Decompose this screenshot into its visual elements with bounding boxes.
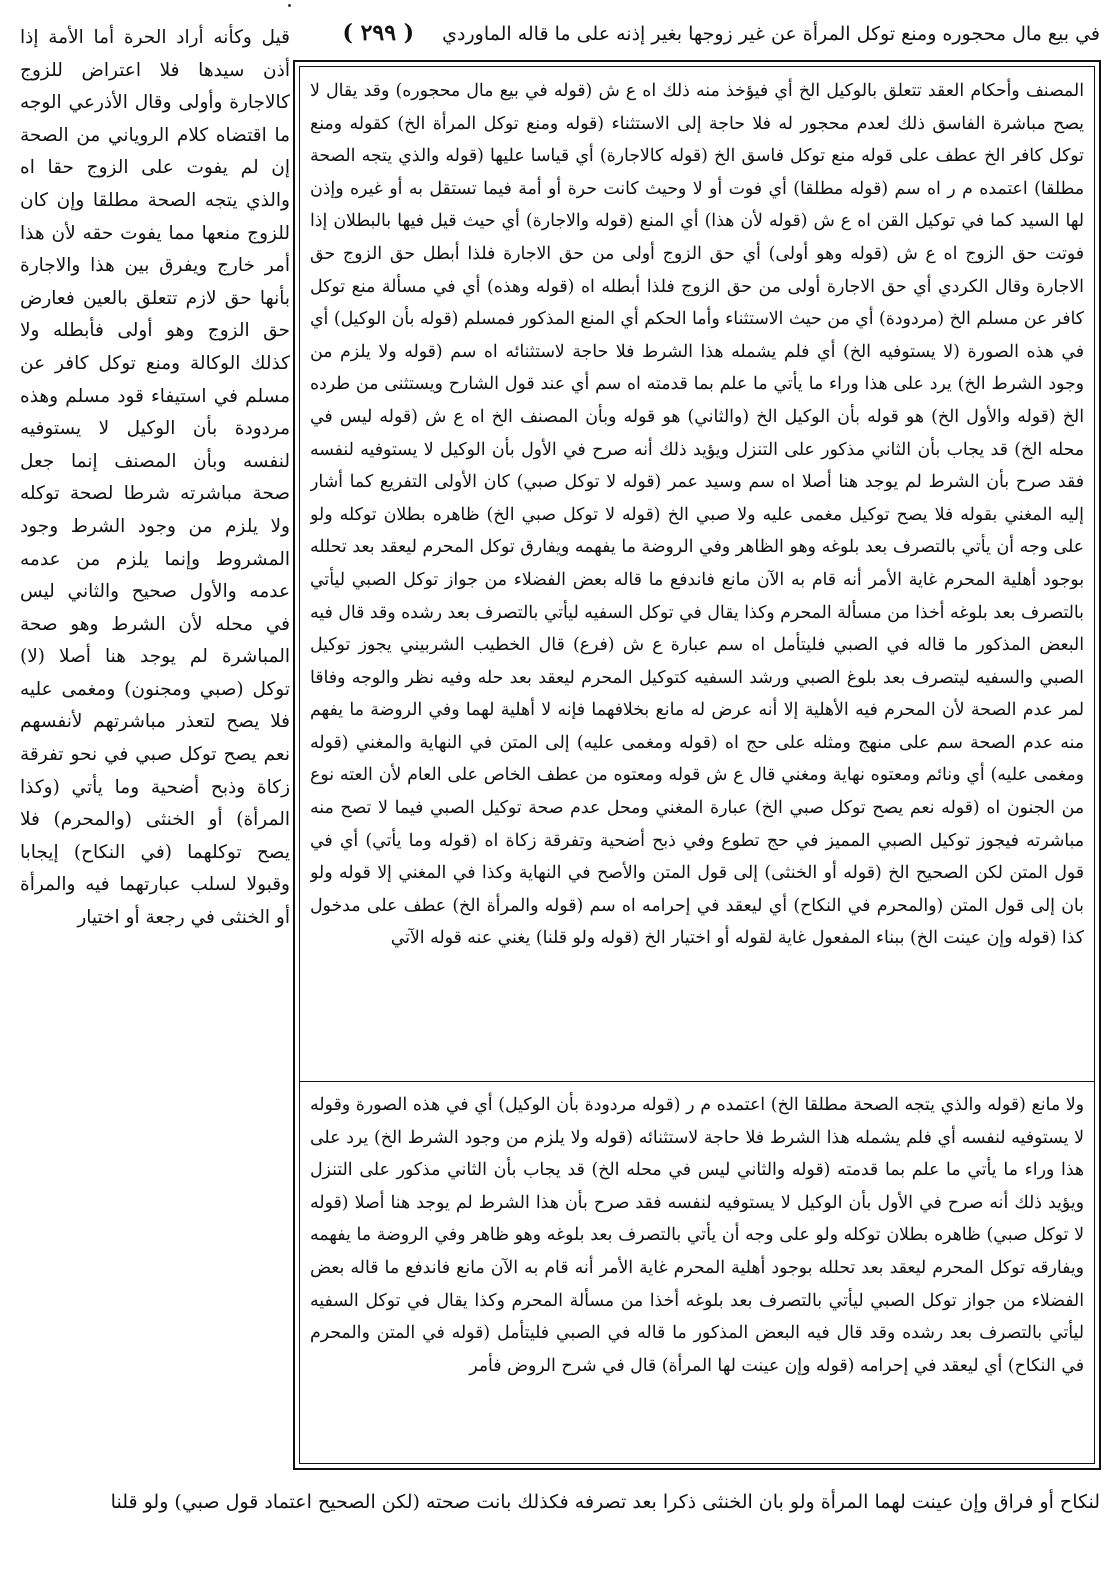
margin-text: قيل وكأنه أراد الحرة أما الأمة إذا أذن سيدها فلا اعتراض للزوج كالاجارة وأولى وقال الأذرعي الوجه ما اقتضاه كلام الروياني من الصحة إن لم يفوت على الزوج حقا اه والذي يتجه الصحة مطلقا وإن كان للزوج منعها مما يفوت حقه لأن هذا أمر خارج ويفرق بين هذا والاجارة بأنها حق لازم تتعلق بالعين فعارض حق الزوج وهو أولى فأبطله ولا كذلك الوكالة ومنع توكل كافر عن مسلم في استيفاء قود مسلم وهذه مردودة بأن الوكيل لا يستوفيه لنفسه وبأن المصنف إنما جعل صحة مباشرته شرطا لصحة توكله ولا يلزم من وجود الشرط وجود المشروط وإنما يلزم من عدمه عدمه والأول صحيح والثاني ليس في محله لأن الشرط وهو صحة المباشرة لم يوجد هنا أصلا (لا) توكل (صبي ومجنون) ومغمى عليه فلا يصح لتعذر مباشرتهم لأنفسهم نعم يصح توكل صبي في نحو تفرقة زكاة وذبح أضحية وما يأتي (وكذا المرأة) أو الخنثى (والمحرم) فلا يصح توكلهما (في النكاح) إيجابا وقبولا لسلب عبارتهما فيه والمرأة أو الخنثى في رجعة أو اختيار	[20, 27, 290, 929]
page-number: ( ٢٩٩ )	[342, 20, 415, 46]
page-title: في بيع مال محجوره ومنع توكل المرأة عن غير زوجها بغير إذنه على ما قاله الماوردي	[442, 23, 1100, 45]
commentary-upper-text: المصنف وأحكام العقد تتعلق بالوكيل الخ أي فيؤخذ منه ذلك اه ع ش (قوله في بيع مال محجوره) وقد يقال لا يصح مباشرة الفاسق ذلك لعدم محجور له فلا حاجة إلى الاستثناء (قوله ومنع توكل المرأة الخ) كقوله ومنع توكل كافر الخ عطف على قوله منع توكل فاسق الخ (قوله كالاجارة) أي قياسا عليها (قوله والذي يتجه الصحة مطلقا) اعتمده م ر اه سم (قوله مطلقا) أي فوت أو لا وحيث كانت حرة أو أمة فيما تستقل به أو غيره وإذن لها السيد كما في توكيل القن اه ع ش (قوله لأن هذا) أي المنع (قوله والاجارة) أي حيث قيل فيها بالبطلان إذا فوتت حق الزوج اه ع ش (قوله وهو أولى) أي حق الزوج أولى من حق الاجارة فلذا أبطل حق الزوج حق الاجارة وقال الكردي أي حق الاجارة أولى من حق الزوج فلذا أبطله اه (قوله وهذه) أي في مسألة منع توكل كافر عن مسلم الخ (مردودة) أي من حيث الاستثناء وأما الحكم أي المنع المذكور فمسلم (قوله بأن الوكيل) أي في هذه الصورة (لا يستوفيه الخ) أي فلم يشمله هذا الشرط فلا حاجة لاستثنائه اه سم (قوله ولا يلزم من وجود الشرط الخ) يرد على هذا وراء ما يأتي ما علم بما قدمته اه سم أي عند قول الشارح ويستثنى من طرده الخ (قوله والأول الخ) هو قوله بأن الوكيل الخ (والثاني) هو قوله وبأن المصنف الخ اه ع ش (قوله ليس في محله الخ) قد يجاب بأن الثاني مذكور على التنزل ويؤيد ذلك أنه صرح في الأول بأن الوكيل لا يستوفيه لنفسه فقد صرح بأن الشرط لم يوجد هنا أصلا اه سم وسيد عمر (قوله لا توكل صبي) كان الأولى التفريع كما أشار إليه المغني بقوله فلا يصح توكيل مغمى عليه ولا صبي الخ (قوله لا توكل صبي الخ) ظاهره بطلان توكله ولو على وجه أن يأتي بالتصرف بعد بلوغه وهو الظاهر وفي الروضة ما يفهمه ويفارق توكل المحرم ليعقد بعد تحلله بوجود أهلية المحرم غاية الأمر أنه قام به الآن مانع فاندفع ما قاله بعض الفضلاء من جواز توكل الصبي ليأتي بالتصرف بعد بلوغه أخذا من مسألة المحرم وكذا يقال في توكل السفيه ليأتي بالتصرف بعد رشده وقد قال فيه البعض المذكور ما قاله في الصبي فليتأمل اه سم عبارة ع ش (فرع) قال الخطيب الشربيني يجوز توكيل الصبي والسفيه ليتصرف بعد بلوغ الصبي ورشد السفيه كتوكيل المحرم ليعقد بعد حله وفيه نظر والوجه وفاقا لمر عدم الصحة لأن المحرم فيه الأهلية إلا أنه عرض له مانع بخلافهما فإنه لا أهلية لهما وفي الروضة ما يفهم منه عدم الصحة سم على منهج ومثله على حج اه (قوله ومغمى عليه) إلى المتن في النهاية والمغني (قوله ومغمى عليه) أي ونائم ومعتوه نهاية ومغني قال ع ش قوله ومعتوه من عطف الخاص على العام لأن العته نوع من الجنون اه (قوله نعم يصح توكل صبي الخ) عبارة المغني ومحل عدم صحة توكيل الصبي فيما لا تصح منه مباشرته فيجوز توكيل الصبي المميز في حج تطوع وفي ذبح أضحية وتفرقة زكاة اه (قوله وما يأتي) أي في قول المتن لكن الصحيح الخ (قوله أو الخنثى) إلى قول المتن والأصح في النهاية وكذا في المغني إلا قوله ولو بان إلى قول المتن (والمحرم في النكاح) أي ليعقد في إحرامه اه سم (قوله والمرأة الخ) عطف على مدخول كذا (قوله وإن عينت الخ) ببناء المفعول غاية لقوله أو اختيار الخ (قوله ولو قلنا) يغني عنه قوله الآتي	[310, 81, 1084, 949]
commentary-lower-section	[310, 1089, 1084, 1459]
section-divider	[300, 1081, 1094, 1082]
speck	[288, 4, 291, 7]
margin-main-text	[20, 22, 290, 1474]
footer-line	[22, 1482, 1100, 1522]
footer-text: لنكاح أو فراق وإن عينت لهما المرأة ولو بان الخنثى ذكرا بعد تصرفه فكذلك بانت صحته (لكن الصحيح اعتماد قول صبي) ولو قلنا	[110, 1491, 1100, 1513]
page-header	[300, 10, 1100, 56]
commentary-inner-frame	[299, 66, 1095, 1464]
commentary-upper-section	[310, 75, 1084, 1075]
commentary-frame	[293, 60, 1101, 1470]
commentary-lower-text: ولا مانع (قوله والذي يتجه الصحة مطلقا الخ) اعتمده م ر (قوله مردودة بأن الوكيل) أي في هذه الصورة وقوله لا يستوفيه لنفسه أي فلم يشمله هذا الشرط فلا حاجة لاستثنائه (قوله ولا يلزم من وجود الشرط الخ) يرد على هذا وراء ما يأتي ما علم بما قدمته (قوله والثاني ليس في محله الخ) قد يجاب بأن الثاني مذكور على التنزل ويؤيد ذلك أنه صرح في الأول بأن الوكيل لا يستوفيه لنفسه فقد صرح بأن هذا الشرط لم يوجد هنا أصلا (قوله لا توكل صبي) ظاهره بطلان توكله ولو على وجه أن يأتي بالتصرف بعد بلوغه وهو ظاهر وفي الروضة ما يفهمه ويفارقه توكل المحرم ليعقد بعد تحلله بوجود أهلية المحرم غاية الأمر أنه قام به الآن مانع فاندفع ما قاله بعض الفضلاء من جواز توكل الصبي ليأتي بالتصرف بعد بلوغه أخذا من مسألة المحرم وكذا يقال في توكل السفيه ليأتي بالتصرف بعد رشده وقد قال فيه البعض المذكور ما قاله في الصبي فليتأمل (قوله في المتن والمحرم في النكاح) أي ليعقد في إحرامه (قوله وإن عينت لها المرأة) قال في شرح الروض فأمر	[310, 1095, 1084, 1376]
